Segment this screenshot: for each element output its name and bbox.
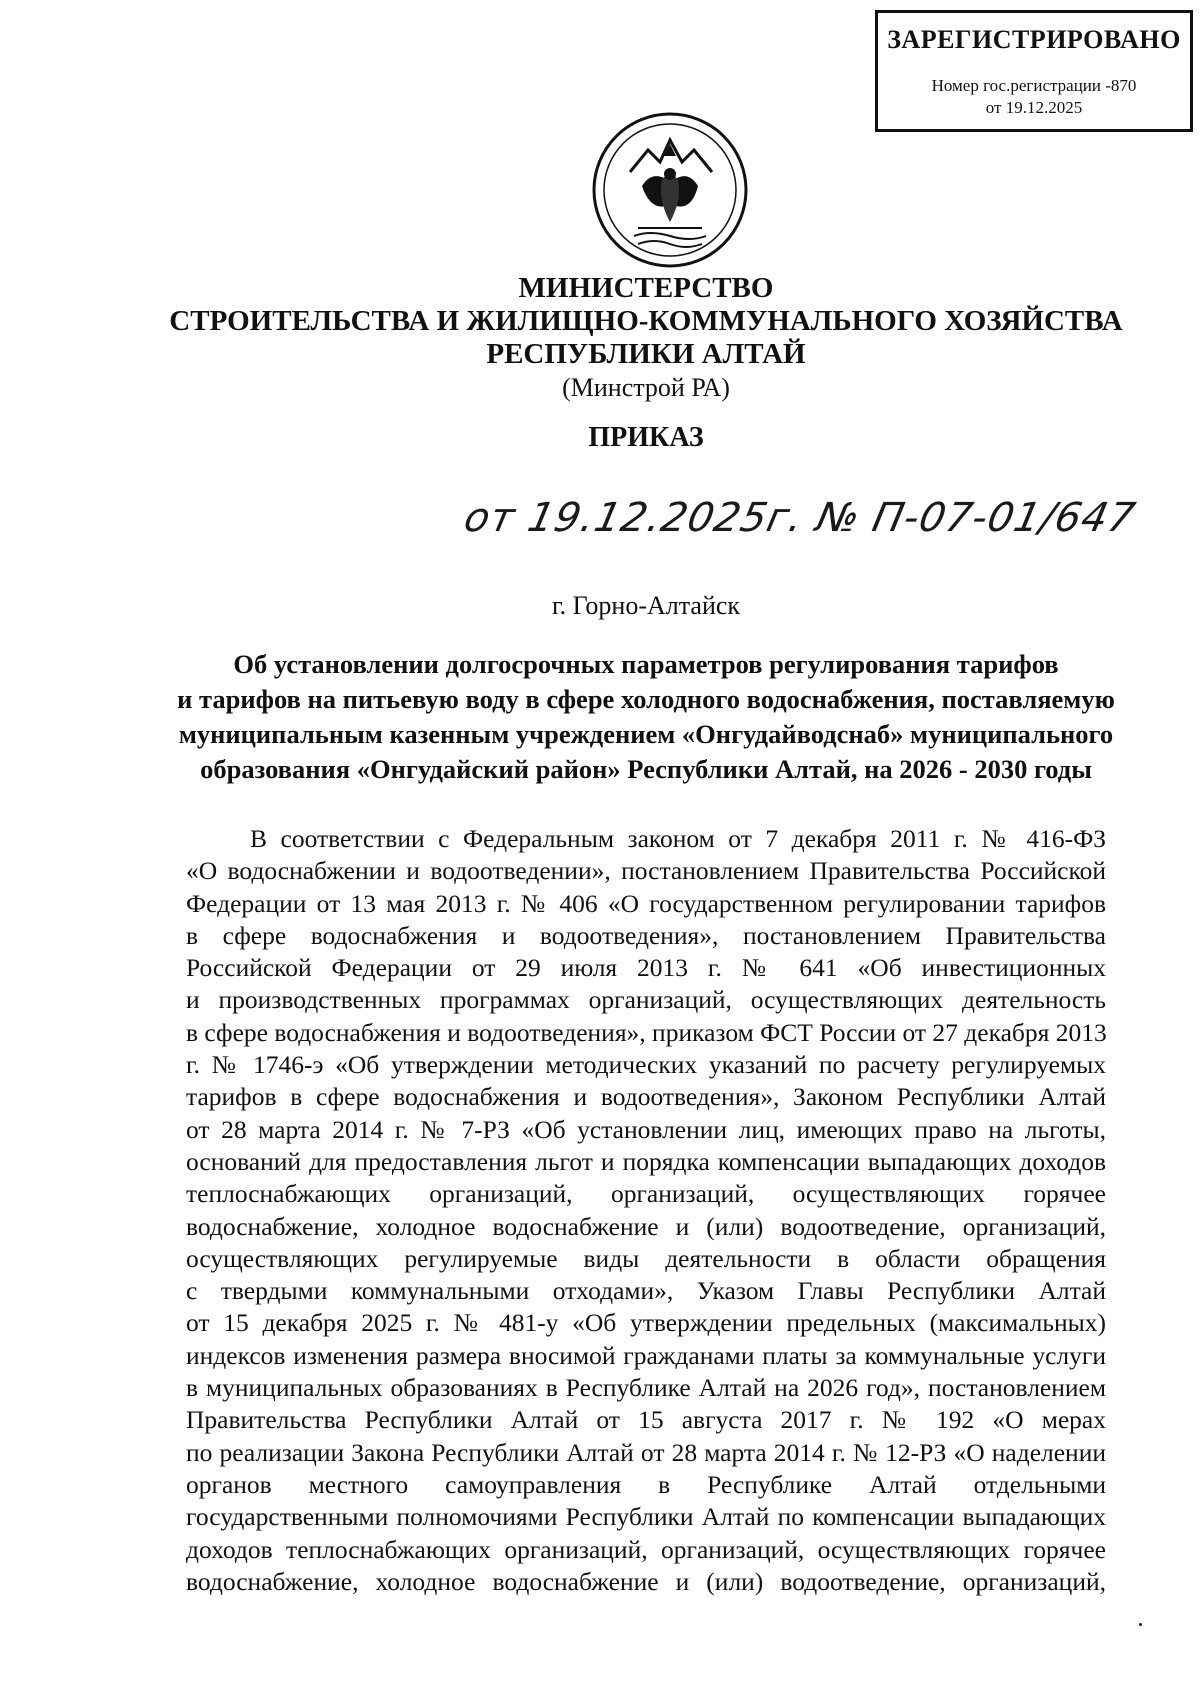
body-line: индексов изменения размера вносимой гражданами платы за коммунальные услуги (186, 1340, 1106, 1370)
body-line: Правительства Республики Алтай от 15 августа 2017 г. № 192 «О мерах (186, 1405, 1106, 1435)
registration-stamp (875, 10, 1193, 132)
body-line: доходов теплоснабжающих организаций, организаций, осуществляющих горячее (186, 1534, 1106, 1564)
body-line: водоснабжение, холодное водоснабжение и (или) водоотведение, организаций, (186, 1566, 1106, 1596)
body-line: государственными полномочиями Республики Алтай по компенсации выпадающих (186, 1502, 1106, 1532)
body-line: Российской Федерации от 29 июля 2013 г. № 641 «Об инвестиционных (186, 953, 1106, 983)
city: г. Горно-Алтайск (551, 591, 741, 620)
body-line: в сфере водоснабжения и водоотведения», постановлением Правительства (186, 920, 1106, 950)
body-line: от 15 декабря 2025 г. № 481-у «Об утверждении предельных (максимальных) (186, 1308, 1106, 1338)
ministry-header (0, 272, 1200, 404)
body-line: теплоснабжающих организаций, организаций, осуществляющих горячее (186, 1179, 1106, 1209)
stamp-title: ЗАРЕГИСТРИРОВАНО (887, 25, 1181, 54)
body-line: осуществляющих регулируемые виды деятельности в области обращения (186, 1243, 1106, 1273)
body-line: водоснабжение, холодное водоснабжение и (или) водоотведение, организаций, (186, 1211, 1106, 1241)
body-line: «О водоснабжении и водоотведении», постановлением Правительства Российской (186, 856, 1106, 886)
republic-altai-emblem-icon (590, 110, 750, 270)
document-title (165, 647, 1127, 787)
document-type: ПРИКАЗ (588, 422, 704, 453)
body-line: в сфере водоснабжения и водоотведения», приказом ФСТ России от 27 декабря 2013 (186, 1017, 1107, 1047)
body-line: тарифов в сфере водоснабжения и водоотведения», Законом Республики Алтай (186, 1082, 1106, 1112)
body-line: с твердыми коммунальными отходами», Указом Главы Республики Алтай (186, 1276, 1106, 1306)
body-line: Федерации от 13 мая 2013 г. № 406 «О государственном регулировании тарифов (186, 888, 1106, 918)
ministry-name-line-3: РЕСПУБЛИКИ АЛТАЙ (486, 338, 806, 370)
title-line: Об установлении долгосрочных параметров регулирования тарифов (233, 649, 1059, 679)
body-line: от 28 марта 2014 г. № 7-РЗ «Об установлении лиц, имеющих право на льготы, (186, 1114, 1106, 1144)
title-line: муниципальным казенным учреждением «Онгудайводснаб» муниципального (178, 719, 1114, 749)
title-line: и тарифов на питьевую воду в сфере холодного водоснабжения, поставляемую (177, 684, 1115, 714)
ministry-short-name: (Минстрой РА) (562, 373, 730, 402)
title-line: образования «Онгудайский район» Республики Алтай, на 2026 - 2030 годы (200, 754, 1092, 784)
body-line: по реализации Закона Республики Алтай от 28 марта 2014 г. № 12-РЗ «О наделении (186, 1437, 1106, 1467)
ministry-name-line-2: СТРОИТЕЛЬСТВА И ЖИЛИЩНО-КОММУНАЛЬНОГО ХОЗЯЙСТВА (169, 305, 1123, 337)
stamp-date: от 19.12.2025 (985, 98, 1083, 117)
page-speck (1139, 1623, 1142, 1626)
body-line: оснований для предоставления льгот и порядка компенсации выпадающих доходов (186, 1146, 1106, 1176)
body-line: г. № 1746-э «Об утверждении методических указаний по расчету регулируемых (186, 1050, 1106, 1080)
document-body (186, 823, 1106, 1598)
body-line: и производственных программах организаций, осуществляющих деятельность (186, 985, 1106, 1015)
body-line: в муниципальных образованиях в Республике Алтай на 2026 год», постановлением (186, 1373, 1106, 1403)
stamp-registration-number: Номер гос.регистрации -870 (931, 76, 1137, 95)
body-line: органов местного самоуправления в Республике Алтай отдельными (186, 1469, 1106, 1499)
handwritten-date-number: от 19.12.2025г. № П-07-01/647 (460, 495, 1140, 541)
body-line: В соответствии с Федеральным законом от 7 декабря 2011 г. № 416-ФЗ (250, 824, 1106, 853)
ministry-name-line-1: МИНИСТЕРСТВО (518, 272, 774, 304)
